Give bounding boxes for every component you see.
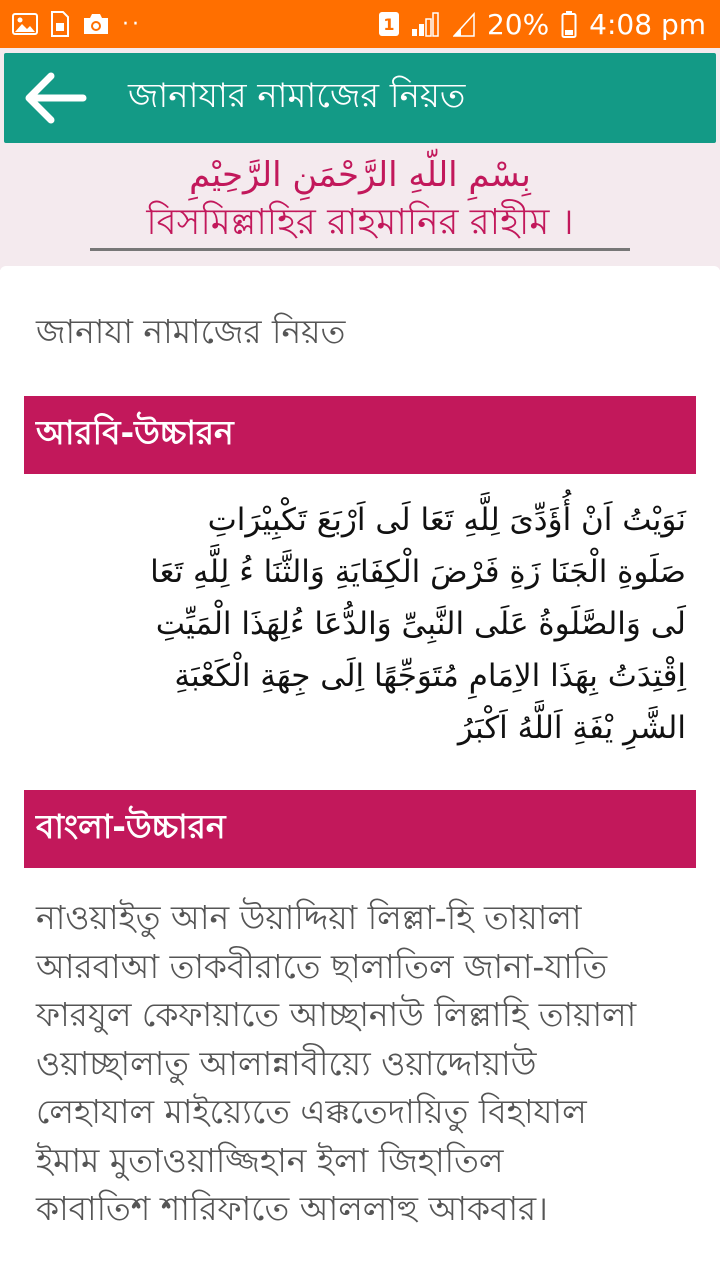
header-divider — [90, 248, 630, 251]
arabic-line: لَى وَالصَّلَوةُ عَلَى النَّبِىِّ وَالدُّعَا ءُلِهَذَا الْمَيِّتِ — [155, 606, 686, 642]
bangla-line: ইমাম মুতাওয়াজ্জিহান ইলা জিহাতিল — [36, 1140, 504, 1180]
signal-weak-icon — [453, 11, 475, 37]
arabic-line: صَلَوةِ الْجَنَا زَةِ فَرْضَ الْكِفَايَةِ وَالثَّنَا ءُ لِلَّهِ تَعَا — [150, 554, 686, 590]
clock: 4:08 pm — [589, 7, 706, 41]
image-icon — [12, 13, 38, 35]
bangla-section-header — [24, 790, 696, 868]
more-dots-icon: ·· — [122, 11, 142, 37]
bangla-line: আরবাআ তাকবীরাতে ছালাতিল জানা-যাতি — [36, 946, 608, 986]
content-subtitle: জানাযা নামাজের নিয়ত — [36, 312, 346, 351]
bangla-section-title: বাংলা-উচ্চারন — [36, 807, 226, 846]
signal-icon — [411, 11, 441, 37]
arabic-line: نَوَيْتُ اَنْ أُؤَدِّىَ لِلَّهِ تَعَا لَى اَرْبَعَ تَكْبِيْرَاتِ — [207, 502, 686, 538]
bangla-line: ওয়াচ্ছালাতু আলান্নাবীয়্যে ওয়াদ্দোয়াউ — [36, 1043, 537, 1083]
page-title: জানাযার নামাজের নিয়ত — [128, 75, 466, 116]
arabic-line: الشَّرِ يْفَةِ اَللَّهُ اَكْبَرُ — [457, 710, 686, 746]
bangla-pronunciation-text — [36, 894, 696, 1234]
battery-percent: 20% — [486, 7, 550, 41]
arabic-niyyah-text — [30, 494, 686, 754]
bismillah-bangla: বিসমিল্লাহির রাহমানির রাহীম । — [146, 202, 574, 243]
battery-icon — [561, 10, 577, 38]
status-right-icons — [379, 8, 706, 41]
arabic-line: اِقْتِدَتُ بِهَذَا الاِمَامِ مُتَوَجِّهًا اِلَى جِهَةِ الْكَعْبَةِ — [174, 658, 686, 694]
back-button[interactable] — [4, 53, 104, 143]
sim-slot-badge: 1 — [379, 12, 399, 36]
camera-icon — [82, 13, 110, 35]
sim-icon — [50, 11, 70, 37]
bangla-line: কাবাতিশ শারিফাতে আললাহু আকবার। — [36, 1189, 548, 1228]
bangla-line: নাওয়াইতু আন উয়াদ্দিয়া লিল্লা-হি তায়ালা — [36, 898, 582, 937]
arabic-section-header — [24, 396, 696, 474]
bangla-line: লেহাযাল মাইয়্যেতে এক্কতেদায়িতু বিহাযাল — [36, 1092, 587, 1131]
arrow-left-icon — [21, 71, 87, 125]
bismillah-arabic: بِسْمِ اللّهِ الرَّحْمَنِ الرَّحِيْمِ — [189, 155, 531, 195]
status-left-icons — [12, 11, 142, 37]
arabic-section-title: আরবি-উচ্চারন — [36, 413, 234, 452]
status-bar — [0, 0, 720, 48]
app-toolbar — [4, 53, 716, 143]
bangla-line: ফারযুল কেফায়াতে আচ্ছানাউ লিল্লাহি তায়ালা — [36, 995, 637, 1034]
